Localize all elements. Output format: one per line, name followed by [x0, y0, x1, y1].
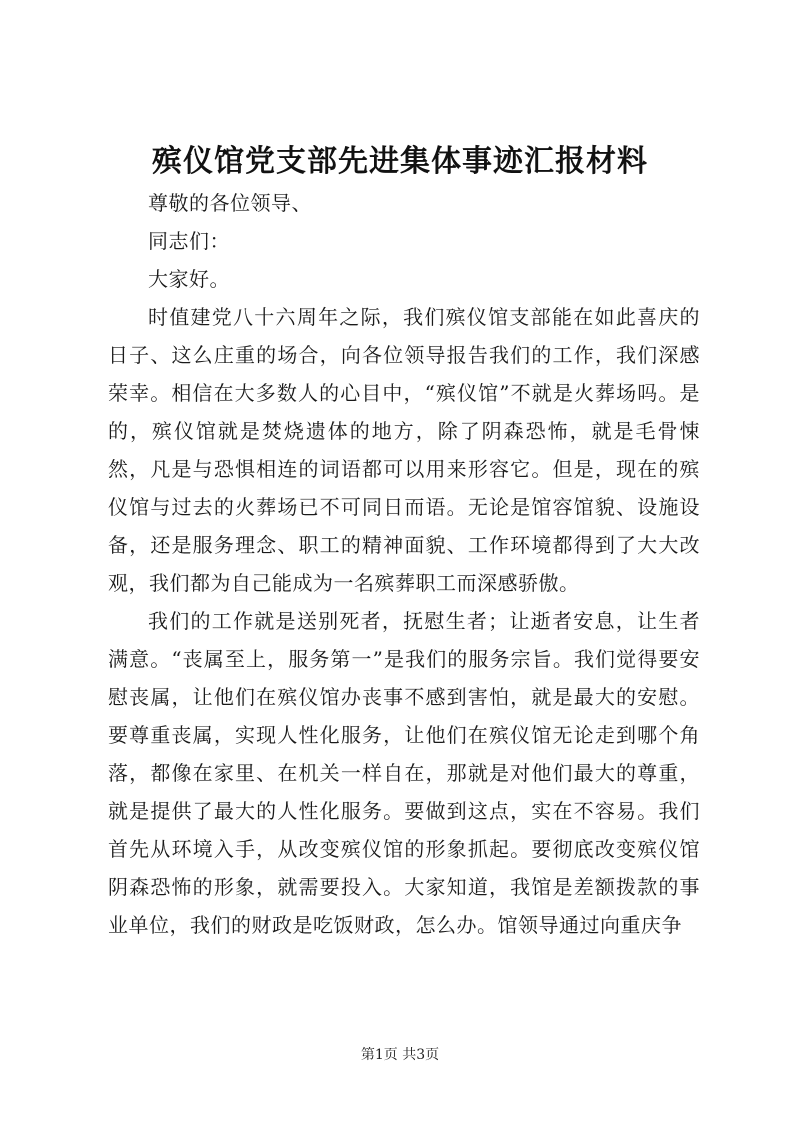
document-title: 殡仪馆党支部先进集体事迹汇报材料: [152, 144, 648, 179]
salutation-leaders: 尊敬的各位领导、: [148, 191, 312, 215]
paragraph-intro: 时值建党八十六周年之际，我们殡仪馆支部能在如此喜庆的日子、这么庄重的场合，向各位领导报告我们的工作，我们深感荣幸。相信在大多数人的心目中，“殡仪馆”不就是火葬场吗。是的，殡仪馆就是焚烧遗体的地方，除了阴森恐怖，就是毛骨悚然，凡是与恐惧相连的词语都可以用来形容它。但是，现在的殡仪馆与过去的火葬场已不可同日而语。无论是馆容馆貌、设施设备，还是服务理念、职工的精神面貌、工作环境都得到了大大改观，我们都为自己能成为一名殡葬职工而深感骄傲。: [108, 305, 700, 595]
salutation-comrades: 同志们：: [148, 229, 230, 253]
page-number: 第1页 共3页: [360, 1047, 440, 1063]
greeting: 大家好。: [148, 267, 230, 291]
document-body: [108, 184, 700, 944]
paragraph-service: 我们的工作就是送别死者，抚慰生者；让逝者安息，让生者满意。“丧属至上，服务第一”是我们的服务宗旨。我们觉得要安慰丧属，让他们在殡仪馆办丧事不感到害怕，就是最大的安慰。要尊重丧属，实现人性化服务，让他们在殡仪馆无论走到哪个角落，都像在家里、在机关一样自在，那就是对他们最大的尊重，就是提供了最大的人性化服务。要做到这点，实在不容易。我们首先从环境入手，从改变殡仪馆的形象抓起。要彻底改变殡仪馆阴森恐怖的形象，就需要投入。大家知道，我馆是差额拨款的事业单位，我们的财政是吃饭财政，怎么办。馆领导通过向重庆争: [108, 609, 700, 937]
